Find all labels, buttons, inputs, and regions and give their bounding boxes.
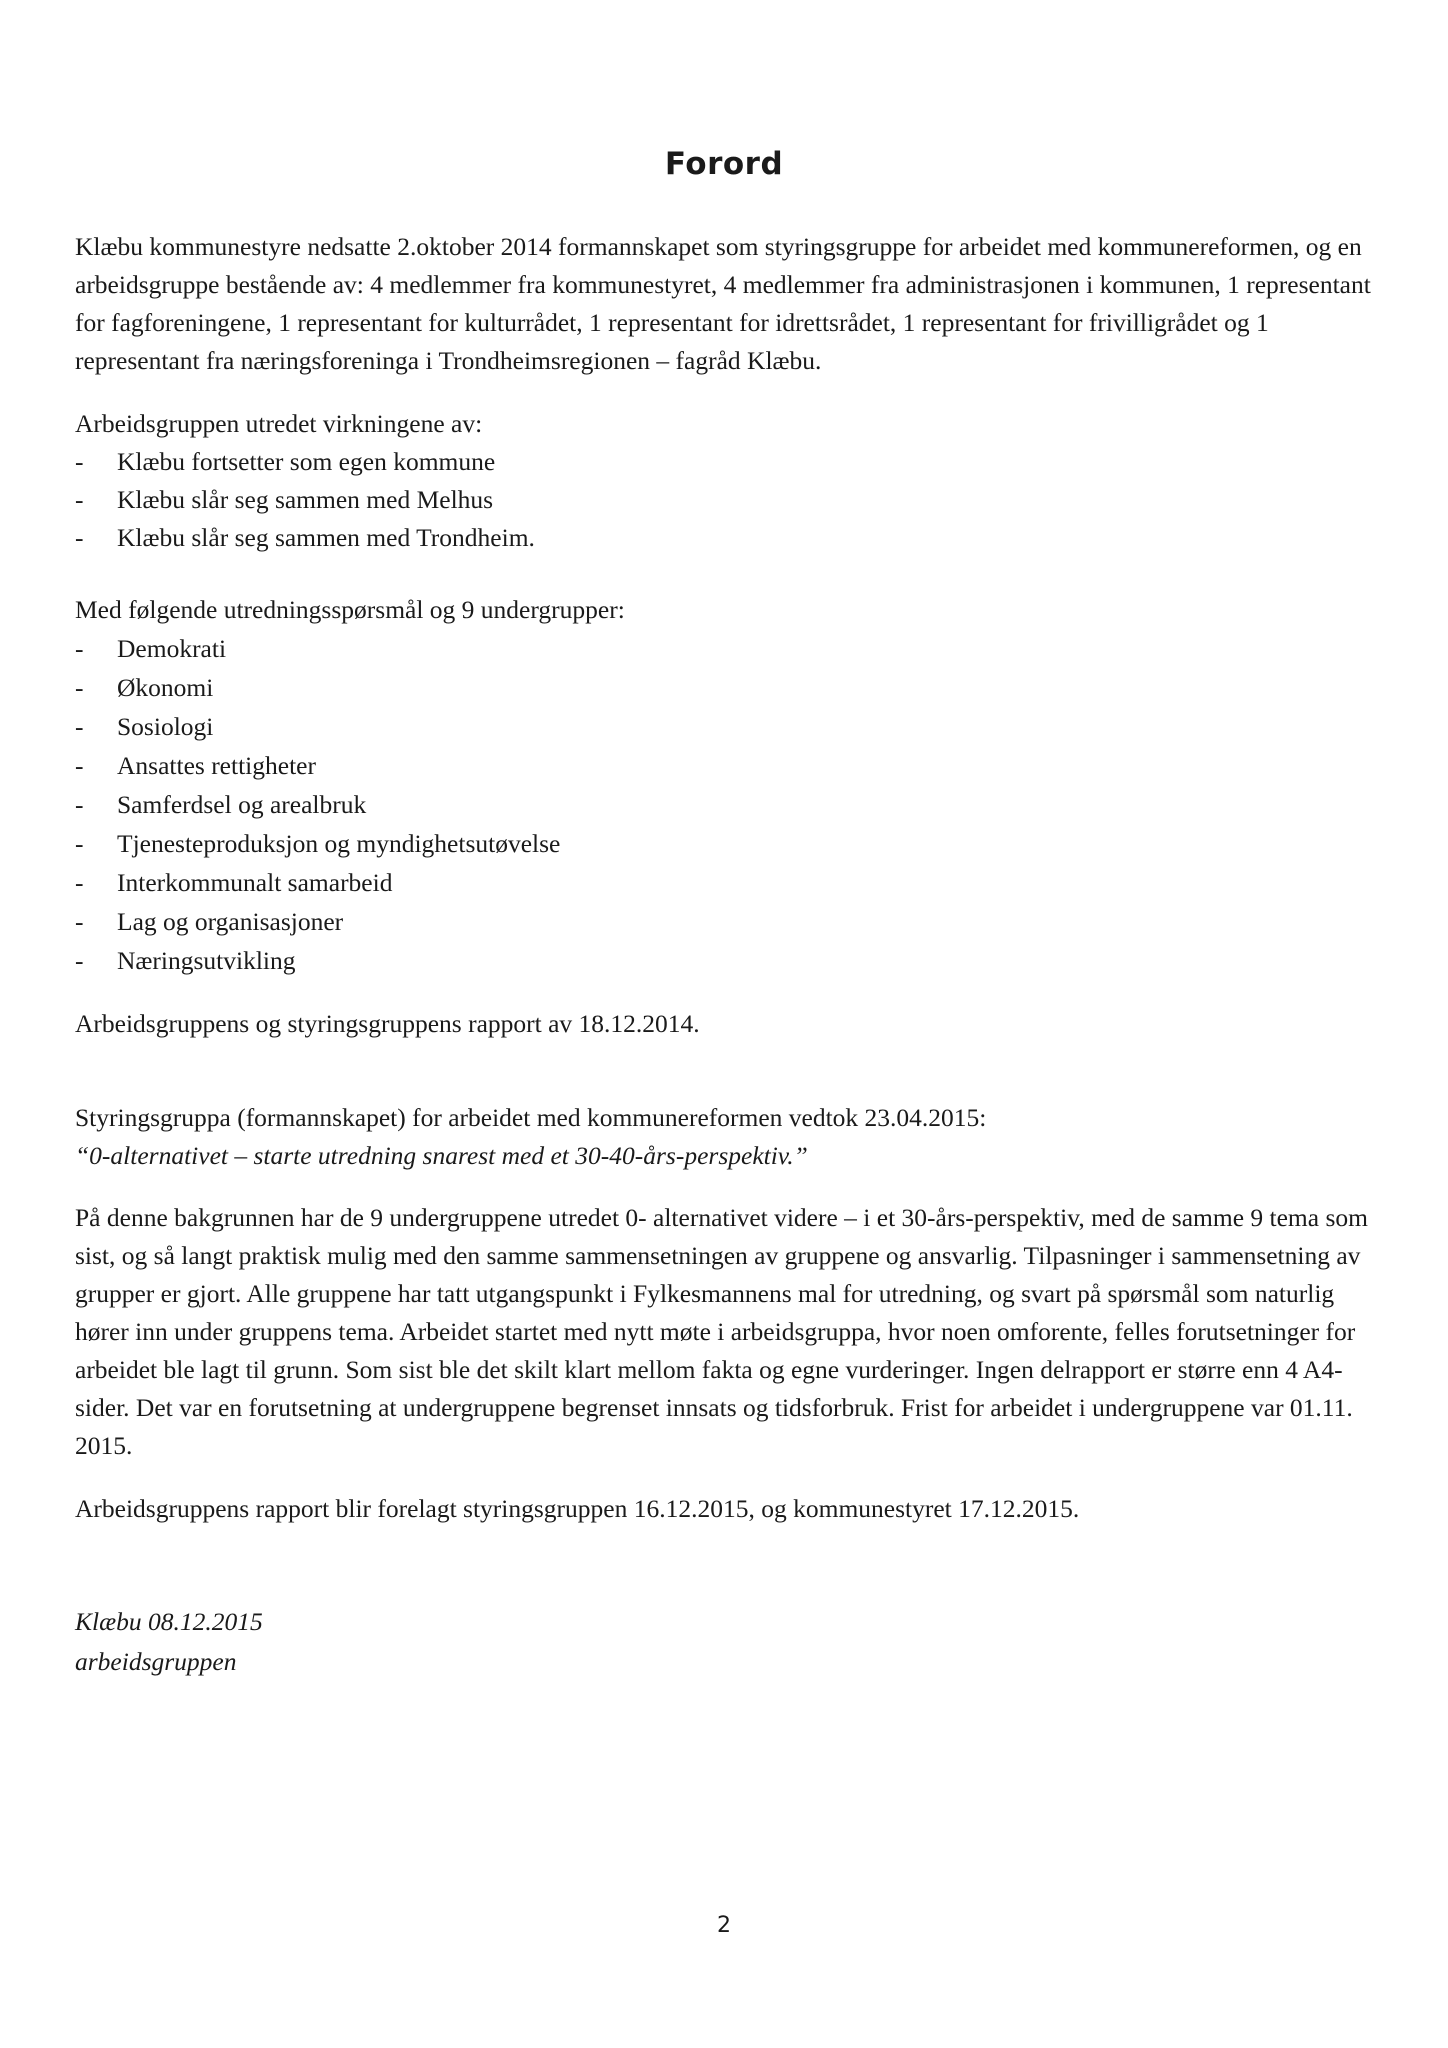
list-item-text: Samferdsel og arealbruk — [117, 790, 367, 819]
list-dash: - — [75, 829, 84, 858]
list-item-text: Interkommunalt samarbeid — [117, 868, 393, 897]
list-item-text: Klæbu fortsetter som egen kommune — [117, 447, 496, 476]
document-body — [75, 228, 1375, 1682]
list-dash: - — [75, 790, 84, 819]
list-item — [75, 941, 1375, 980]
list-item-text: Tjenesteproduksjon og myndighetsutøvelse — [117, 829, 561, 858]
list-dash: - — [75, 946, 84, 975]
list-item — [75, 746, 1375, 785]
list-item-text: Næringsutvikling — [117, 946, 296, 975]
alternatives-heading: Arbeidsgruppen utredet virkningene av: — [75, 409, 483, 438]
decision-section — [75, 1099, 1375, 1175]
topics-list — [75, 629, 1375, 980]
list-item — [75, 519, 1375, 557]
intro-paragraph: Klæbu kommunestyre nedsatte 2.oktober 2014 formannskapet som styringsgruppe for arbeidet med kommunereformen, og en arbeidsgruppe bestående av: 4 medlemmer fra kommunestyret, 4 medlemmer fra administrasjonen i kommunen, 1 representant for fagforeningene, 1 representant for kulturrådet, 1 representant for idrettsrådet, 1 representant for frivilligrådet og 1 representant fra næringsforeninga i Trondheimsregionen – fagråd Klæbu. — [75, 232, 1371, 375]
alternatives-section — [75, 405, 1375, 557]
list-dash: - — [75, 447, 84, 476]
list-item-text: Sosiologi — [117, 712, 214, 741]
list-item — [75, 707, 1375, 746]
list-dash: - — [75, 751, 84, 780]
list-dash: - — [75, 712, 84, 741]
alternatives-list — [75, 443, 1375, 557]
list-item — [75, 824, 1375, 863]
list-item-text: Økonomi — [117, 673, 214, 702]
list-item — [75, 481, 1375, 519]
list-item — [75, 902, 1375, 941]
list-dash: - — [75, 907, 84, 936]
list-item-text: Klæbu slår seg sammen med Trondheim. — [117, 523, 535, 552]
signature-name: arbeidsgruppen — [75, 1647, 237, 1676]
list-item — [75, 863, 1375, 902]
list-item-text: Demokrati — [117, 634, 227, 663]
list-item — [75, 443, 1375, 481]
list-dash: - — [75, 868, 84, 897]
list-item — [75, 629, 1375, 668]
list-dash: - — [75, 634, 84, 663]
signature-block — [75, 1602, 1375, 1682]
decision-line: Styringsgruppa (formannskapet) for arbeidet med kommunereformen vedtok 23.04.2015: — [75, 1103, 987, 1132]
list-item-text: Ansattes rettigheter — [117, 751, 316, 780]
list-dash: - — [75, 485, 84, 514]
topics-heading: Med følgende utredningsspørsmål og 9 undergrupper: — [75, 595, 625, 624]
document-title: Forord — [664, 146, 784, 182]
list-dash: - — [75, 523, 84, 552]
list-dash: - — [75, 673, 84, 702]
report-line: Arbeidsgruppens og styringsgruppens rapport av 18.12.2014. — [75, 1009, 700, 1038]
signature-place-date: Klæbu 08.12.2015 — [75, 1607, 263, 1636]
decision-quote: “0-alternativet – starte utredning snarest med et 30-40-års-perspektiv.” — [75, 1141, 808, 1170]
background-paragraph: På denne bakgrunnen har de 9 undergruppene utredet 0- alternativet videre – i et 30-års-perspektiv, med de samme 9 tema som sist, og så langt praktisk mulig med den samme sammensetningen av gruppene og ansvarlig. Tilpasninger i sammensetning av grupper er gjort. Alle gruppene har tatt utgangspunkt i Fylkesmannens mal for utredning, og svart på spørsmål som naturlig hører inn under gruppens tema. Arbeidet startet med nytt møte i arbeidsgruppa, hvor noen omforente, felles forutsetninger for arbeidet ble lagt til grunn. Som sist ble det skilt klart mellom fakta og egne vurderinger. Ingen delrapport er større enn 4 A4-sider. Det var en forutsetning at undergruppene begrenset innsats og tidsforbruk. Frist for arbeidet i undergruppene var 01.11. 2015. — [75, 1203, 1368, 1460]
page-number: 2 — [717, 1913, 731, 1938]
list-item-text: Lag og organisasjoner — [117, 907, 344, 936]
list-item — [75, 785, 1375, 824]
list-item — [75, 668, 1375, 707]
topics-section — [75, 591, 1375, 980]
presentation-line: Arbeidsgruppens rapport blir forelagt styringsgruppen 16.12.2015, og kommunestyret 17.12.2015. — [75, 1494, 1080, 1523]
list-item-text: Klæbu slår seg sammen med Melhus — [117, 485, 494, 514]
